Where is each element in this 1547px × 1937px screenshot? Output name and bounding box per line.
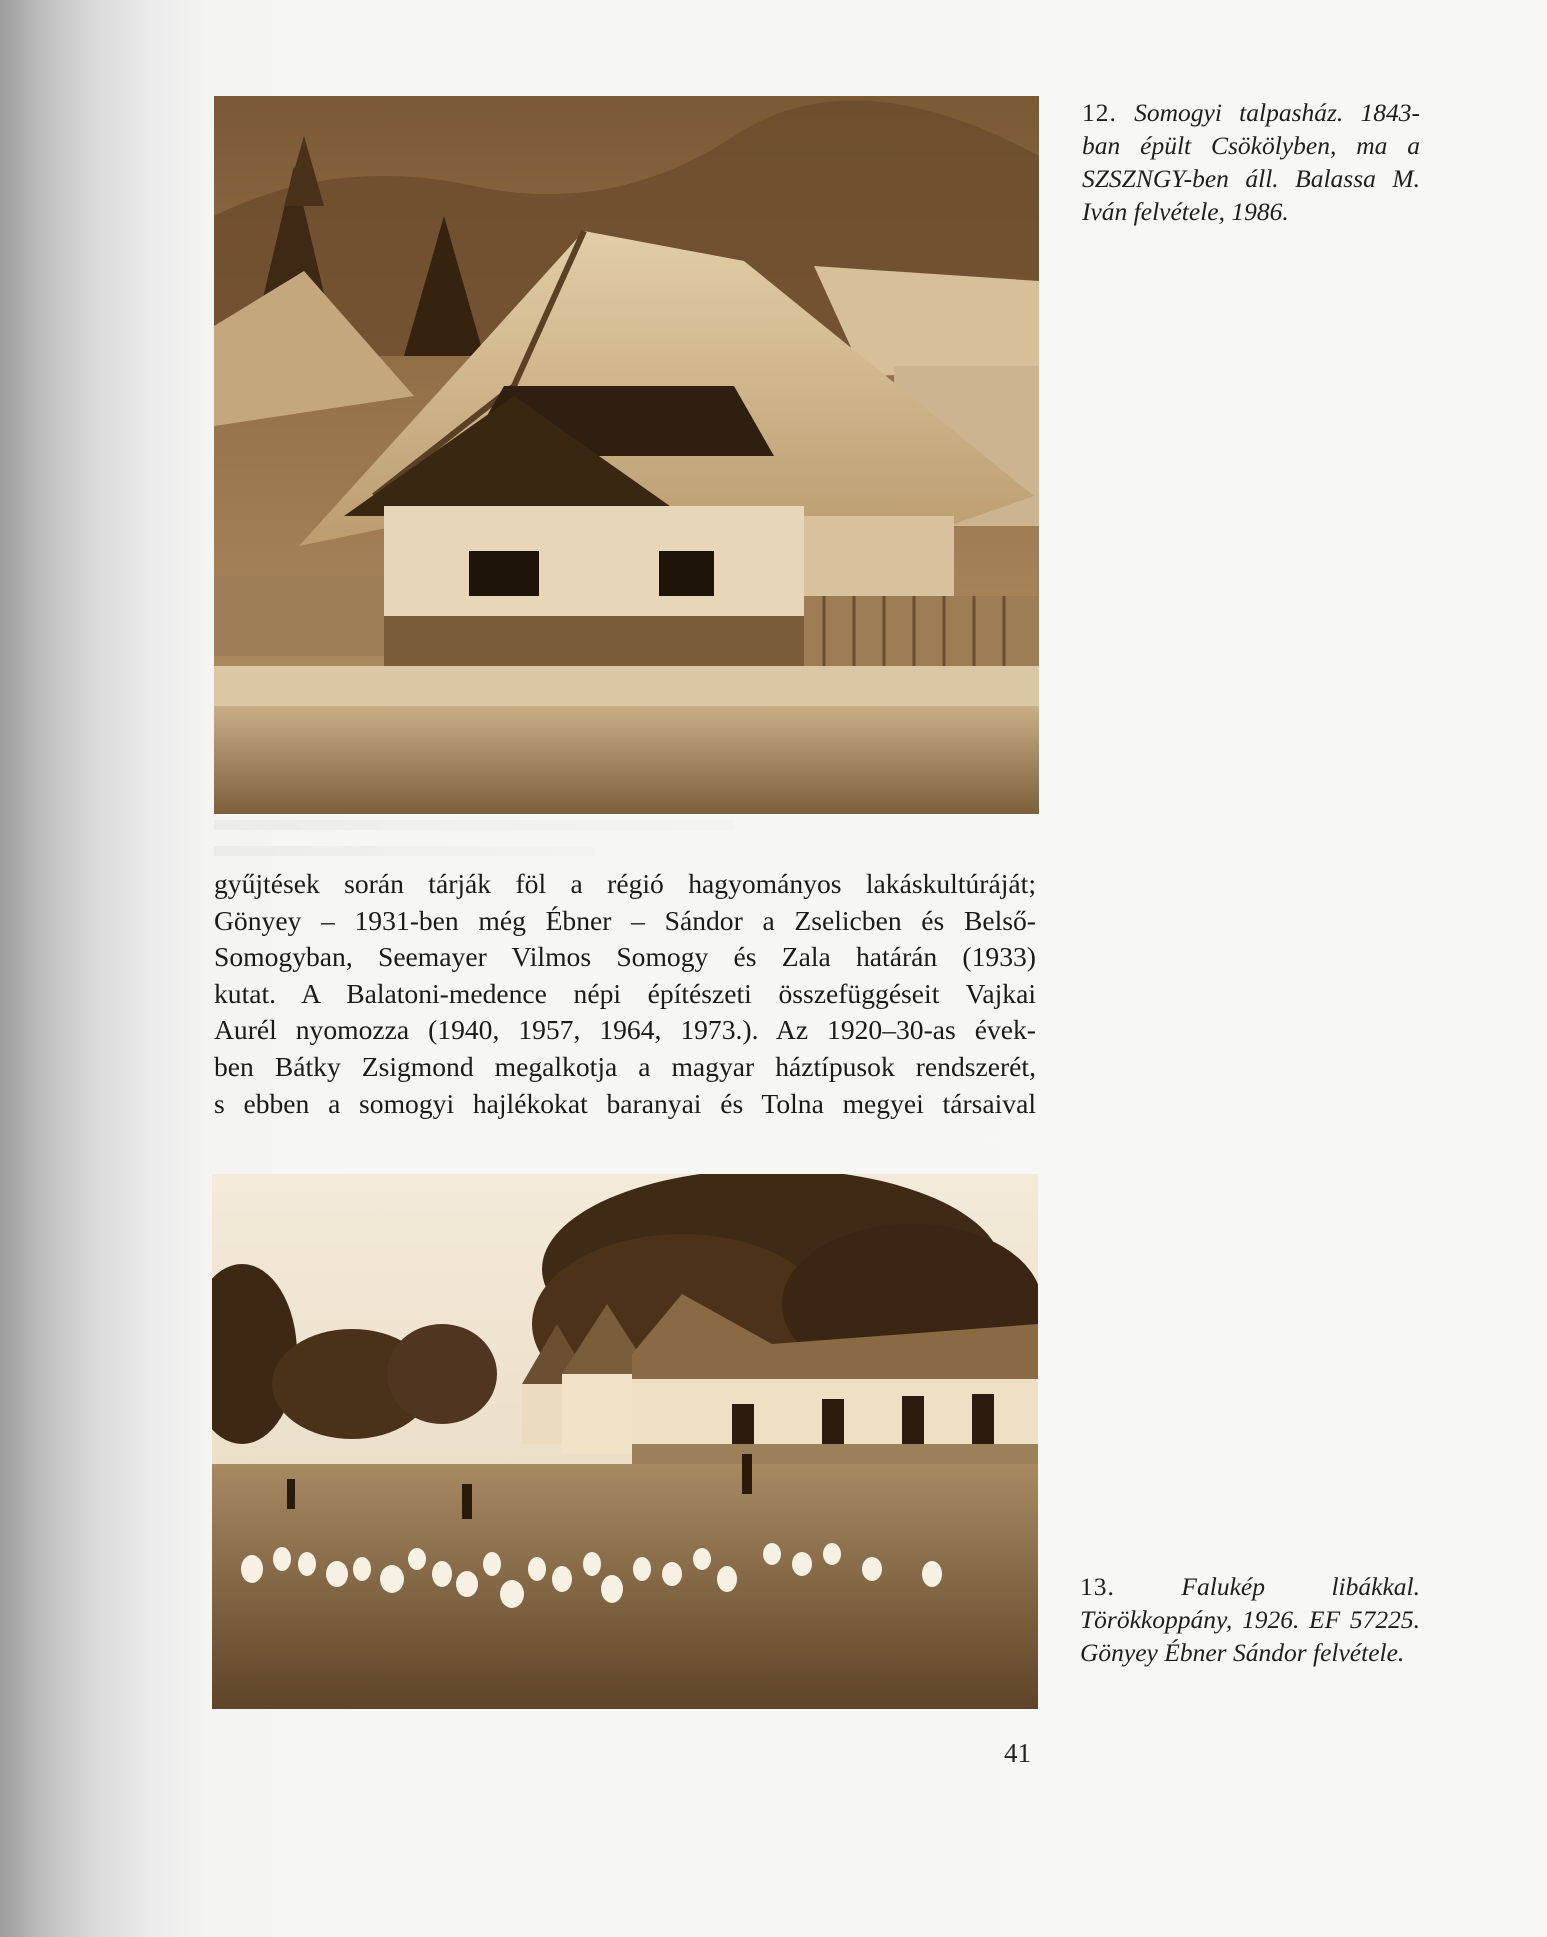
body-line: kutat. A Balatoni-medence népi építészeti összefüggéseit Vajkai [214,977,1036,1009]
photo-village-geese [212,1174,1038,1709]
figure-number: 13. [1080,1572,1115,1601]
photo-thatched-house-image [214,96,1039,814]
body-line: gyűjtések során tárják föl a régió hagyományos lakáskultúráját; [214,868,1036,899]
photo-thatched-house [214,96,1039,814]
body-line: Gönyey – 1931-ben még Ébner – Sándor a Zselicben és Belső- [214,904,1036,936]
body-line: Somogyban, Seemayer Vilmos Somogy és Zala határán (1933) [214,941,1036,973]
photo-village-geese-image [212,1174,1038,1709]
show-through-artifact [214,846,594,856]
figure-number: 12. [1082,98,1117,127]
body-line: s ebben a somogyi hajlékokat baranyai és Tolna megyei társaival [214,1087,1036,1119]
body-paragraph [214,866,1036,1122]
figure-caption-13 [1080,1570,1420,1669]
body-line: Aurél nyomozza (1940, 1957, 1964, 1973.). Az 1920–30-as évek- [214,1014,1036,1046]
figure-caption-text: Falukép libákkal. Törökkoppány, 1926. EF 57225. Gönyey Ébner Sándor felvétele. [1080,1572,1420,1667]
show-through-artifact [214,820,734,830]
figure-caption-12 [1082,96,1420,228]
body-line: ben Bátky Zsigmond megalkotja a magyar háztípusok rendszerét, [214,1050,1036,1082]
page-number: 41 [1004,1738,1031,1768]
figure-caption-text: Somogyi talpasház. 1843-ban épült Csökölyben, ma a SZSZNGY-ben áll. Balassa M. Iván felvétele, 1986. [1082,98,1421,226]
